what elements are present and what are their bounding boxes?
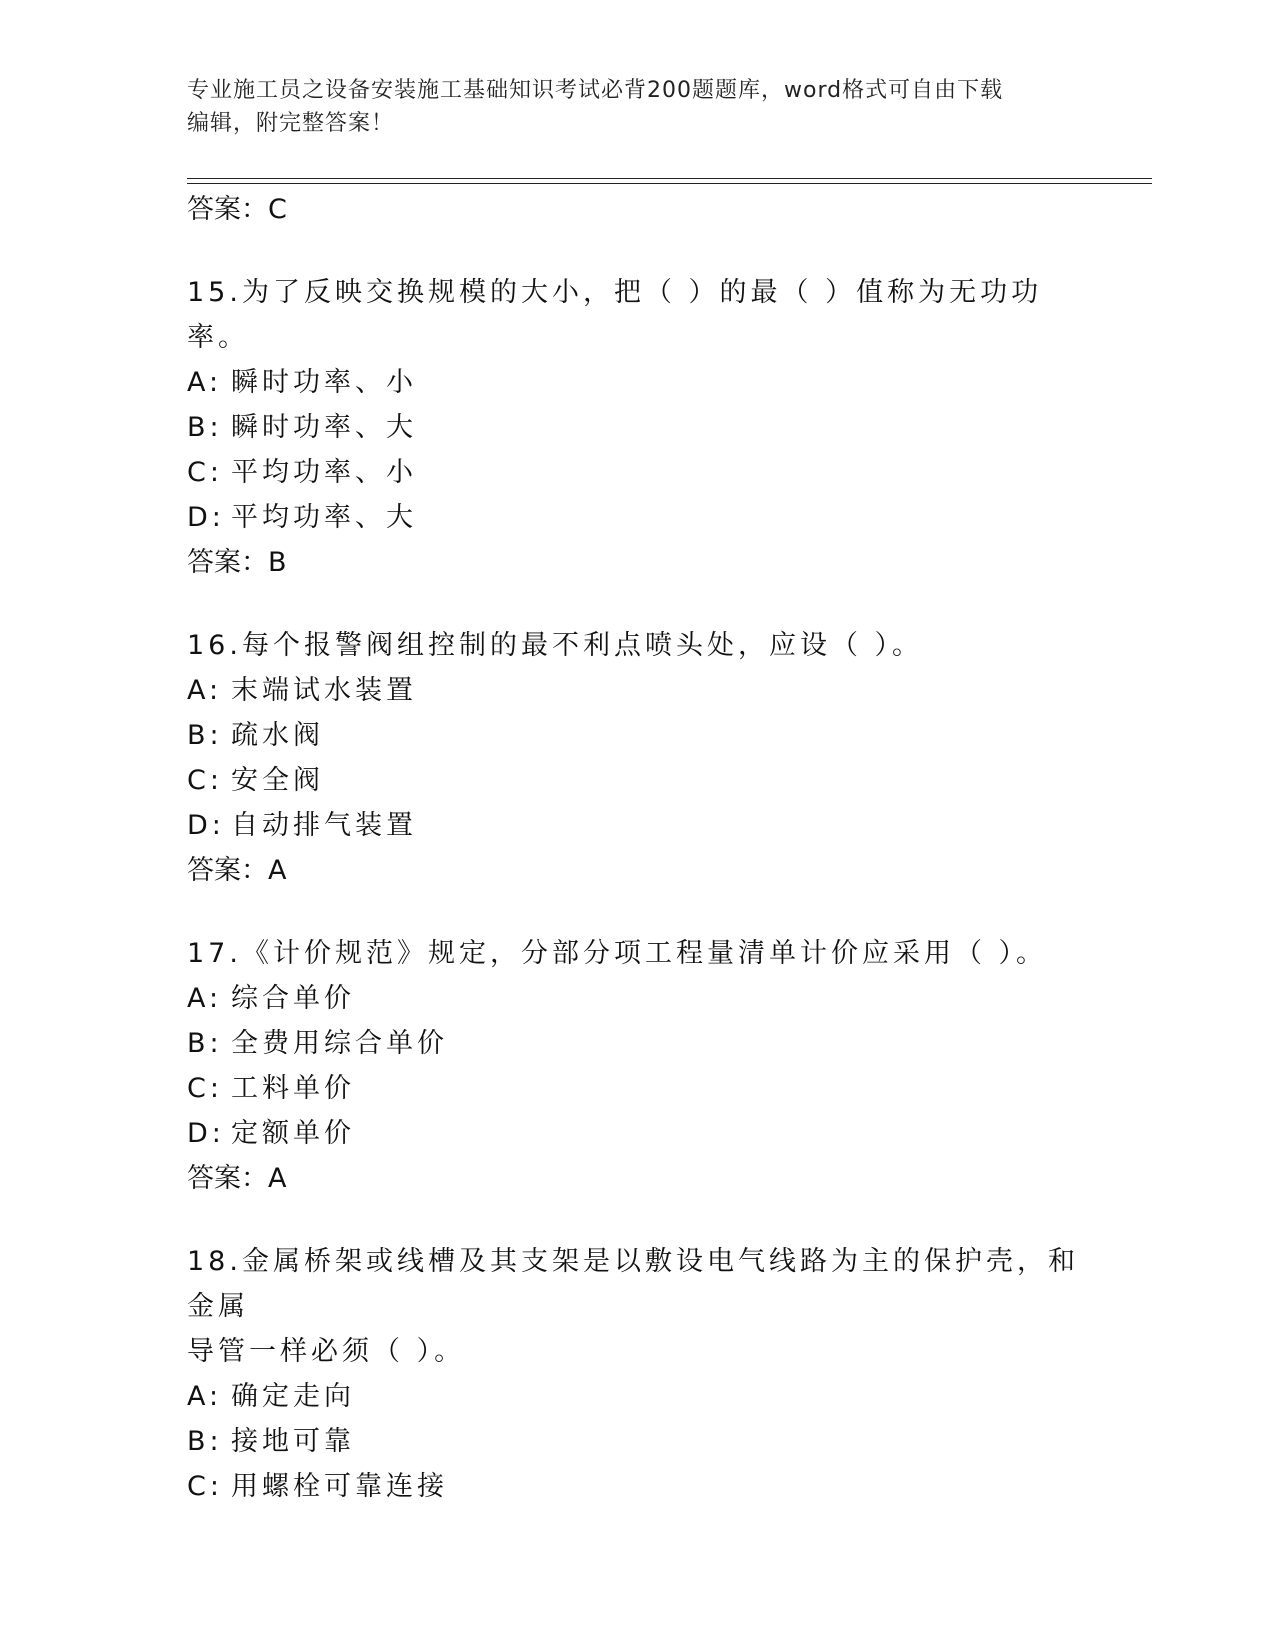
question-text-line-2: 导管一样必须（ ）。	[187, 1336, 466, 1367]
option-key: C:	[187, 1073, 223, 1104]
option-a	[187, 668, 1087, 713]
option-text: 工料单价	[231, 1073, 355, 1104]
option-text: 定额单价	[231, 1118, 355, 1149]
option-text: 末端试水装置	[231, 675, 417, 706]
option-text: 平均功率、小	[231, 457, 417, 488]
question-text: 15.为了反映交换规模的大小，把（ ）的最（ ）值称为无功功率。	[187, 277, 1043, 353]
option-a	[187, 360, 1087, 405]
question-18	[187, 1239, 1087, 1509]
option-key: B:	[187, 1028, 223, 1059]
option-text: 全费用综合单价	[231, 1028, 448, 1059]
option-d	[187, 803, 1087, 848]
option-b	[187, 1021, 1087, 1066]
option-text: 综合单价	[231, 983, 355, 1014]
option-b	[187, 1419, 1087, 1464]
option-text: 确定走向	[231, 1381, 355, 1412]
option-key: C:	[187, 457, 223, 488]
header-line-1: 专业施工员之设备安装施工基础知识考试必背200题题库，word格式可自由下载	[187, 78, 1004, 103]
option-text: 用螺栓可靠连接	[231, 1471, 448, 1502]
option-text: 自动排气装置	[231, 810, 417, 841]
option-key: B:	[187, 412, 223, 443]
header-divider-bottom	[187, 183, 1152, 184]
option-key: D:	[187, 810, 225, 841]
question-text: 17.《计价规范》规定，分部分项工程量清单计价应采用（ ）。	[187, 938, 1048, 969]
option-key: A:	[187, 983, 223, 1014]
option-key: C:	[187, 1471, 223, 1502]
option-text: 瞬时功率、小	[231, 367, 417, 398]
question-15	[187, 270, 1087, 585]
option-b	[187, 713, 1087, 758]
answer-label: 答案：A	[187, 855, 287, 886]
option-key: A:	[187, 675, 223, 706]
option-d	[187, 495, 1087, 540]
option-a	[187, 976, 1087, 1021]
option-key: B:	[187, 720, 223, 751]
option-b	[187, 405, 1087, 450]
header-line-2: 编辑，附完整答案！	[187, 111, 395, 136]
option-c	[187, 450, 1087, 495]
option-c	[187, 758, 1087, 803]
question-text-line-1: 18.金属桥架或线槽及其支架是以敷设电气线路为主的保护壳，和金属	[187, 1246, 1079, 1322]
option-text: 疏水阀	[231, 720, 324, 751]
option-text: 瞬时功率、大	[231, 412, 417, 443]
answer-label: 答案：B	[187, 547, 287, 578]
answer-label: 答案：C	[187, 194, 287, 225]
option-key: A:	[187, 367, 223, 398]
option-a	[187, 1374, 1087, 1419]
option-c	[187, 1066, 1087, 1111]
document-header	[187, 74, 1067, 140]
option-text: 接地可靠	[231, 1426, 355, 1457]
option-key: A:	[187, 1381, 223, 1412]
option-key: D:	[187, 1118, 225, 1149]
question-list	[187, 188, 1087, 1509]
option-text: 安全阀	[231, 765, 324, 796]
question-17	[187, 931, 1087, 1201]
option-c	[187, 1464, 1087, 1509]
option-key: C:	[187, 765, 223, 796]
answer-label: 答案：A	[187, 1163, 287, 1194]
question-text: 16.每个报警阀组控制的最不利点喷头处，应设（ ）。	[187, 630, 924, 661]
option-d	[187, 1111, 1087, 1156]
header-divider-top	[187, 178, 1152, 179]
option-key: B:	[187, 1426, 223, 1457]
option-key: D:	[187, 502, 225, 533]
option-text: 平均功率、大	[231, 502, 417, 533]
question-16	[187, 623, 1087, 893]
